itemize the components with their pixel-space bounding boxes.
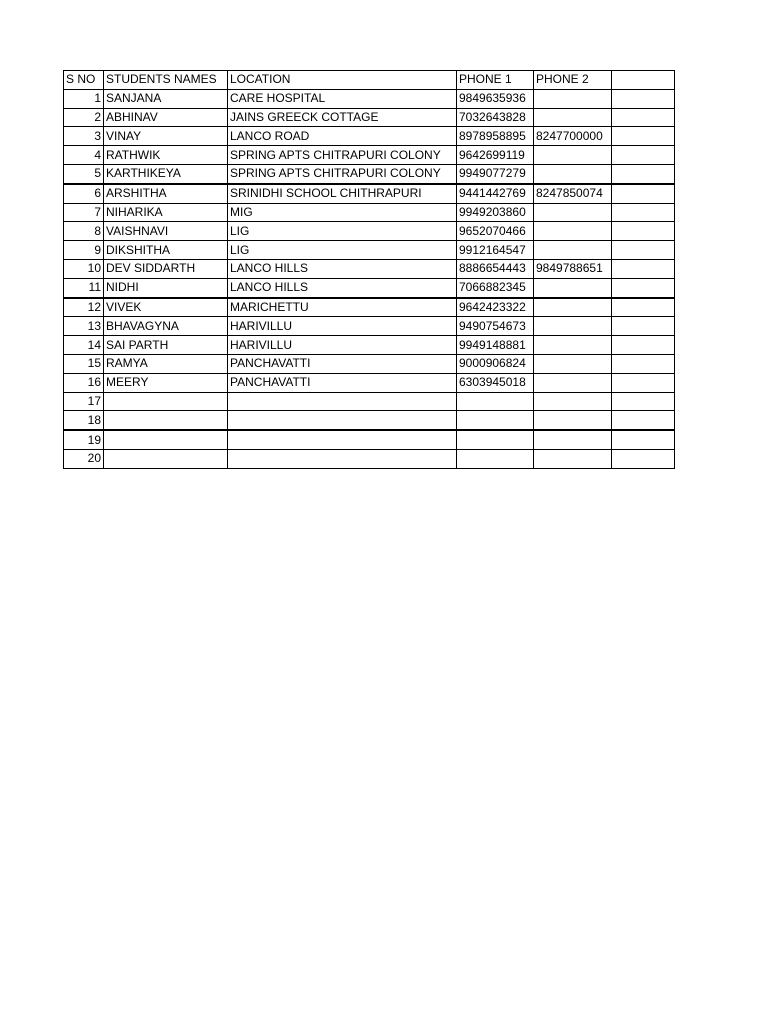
table-row (64, 259, 675, 278)
cell-sno: 10 (64, 259, 104, 278)
cell-location: MIG (228, 203, 457, 222)
cell-phone-2: 9849788651 (534, 259, 612, 278)
cell-student-name: NIDHI (104, 278, 228, 297)
cell-phone-1: 9000906824 (457, 354, 534, 373)
cell-student-name (104, 449, 228, 468)
cell-phone-2 (534, 222, 612, 241)
cell-sno: 14 (64, 336, 104, 355)
cell-empty (612, 298, 675, 317)
header-row (64, 71, 675, 90)
cell-phone-1 (457, 392, 534, 411)
cell-phone-2 (534, 146, 612, 165)
table-row (64, 298, 675, 317)
table-row (64, 449, 675, 468)
cell-phone-1: 9642423322 (457, 298, 534, 317)
cell-sno: 20 (64, 449, 104, 468)
cell-location (228, 392, 457, 411)
header-location: LOCATION (228, 71, 457, 90)
student-table (63, 70, 675, 469)
cell-sno: 8 (64, 222, 104, 241)
cell-student-name (104, 430, 228, 449)
cell-phone-2 (534, 278, 612, 297)
table-row (64, 127, 675, 146)
cell-empty (612, 411, 675, 430)
cell-phone-2 (534, 298, 612, 317)
cell-location: LIG (228, 222, 457, 241)
cell-student-name: DIKSHITHA (104, 241, 228, 260)
table-row (64, 430, 675, 449)
cell-phone-2 (534, 411, 612, 430)
cell-empty (612, 259, 675, 278)
cell-phone-2 (534, 317, 612, 336)
header-student-names: STUDENTS NAMES (104, 71, 228, 90)
cell-student-name: MEERY (104, 373, 228, 392)
cell-phone-2 (534, 430, 612, 449)
cell-phone-1: 9849635936 (457, 89, 534, 108)
cell-phone-1: 9652070466 (457, 222, 534, 241)
cell-phone-2 (534, 108, 612, 127)
cell-empty (612, 449, 675, 468)
cell-sno: 4 (64, 146, 104, 165)
table-row (64, 241, 675, 260)
cell-location: LIG (228, 241, 457, 260)
cell-student-name: VINAY (104, 127, 228, 146)
cell-location: MARICHETTU (228, 298, 457, 317)
cell-phone-2 (534, 241, 612, 260)
cell-student-name: SANJANA (104, 89, 228, 108)
cell-phone-1: 6303945018 (457, 373, 534, 392)
cell-student-name: RATHWIK (104, 146, 228, 165)
cell-location: CARE HOSPITAL (228, 89, 457, 108)
table-row (64, 203, 675, 222)
cell-sno: 19 (64, 430, 104, 449)
table-row (64, 392, 675, 411)
cell-location: SPRING APTS CHITRAPURI COLONY (228, 146, 457, 165)
cell-phone-1: 9441442769 (457, 184, 534, 203)
cell-location: PANCHAVATTI (228, 354, 457, 373)
cell-location: HARIVILLU (228, 336, 457, 355)
cell-sno: 15 (64, 354, 104, 373)
cell-empty (612, 430, 675, 449)
cell-phone-2: 8247850074 (534, 184, 612, 203)
cell-phone-1: 8886654443 (457, 259, 534, 278)
cell-empty (612, 203, 675, 222)
cell-location: HARIVILLU (228, 317, 457, 336)
cell-phone-2 (534, 336, 612, 355)
cell-empty (612, 317, 675, 336)
cell-sno: 17 (64, 392, 104, 411)
table-row (64, 222, 675, 241)
cell-empty (612, 241, 675, 260)
table-row (64, 164, 675, 183)
cell-phone-1 (457, 449, 534, 468)
cell-sno: 7 (64, 203, 104, 222)
cell-phone-2 (534, 203, 612, 222)
cell-phone-2 (534, 392, 612, 411)
table-row (64, 317, 675, 336)
cell-phone-1: 9949203860 (457, 203, 534, 222)
cell-phone-1: 7032643828 (457, 108, 534, 127)
table-row (64, 184, 675, 203)
cell-location: SRINIDHI SCHOOL CHITHRAPURI (228, 184, 457, 203)
cell-sno: 13 (64, 317, 104, 336)
cell-empty (612, 146, 675, 165)
cell-student-name: ABHINAV (104, 108, 228, 127)
table-row (64, 146, 675, 165)
cell-sno: 9 (64, 241, 104, 260)
cell-empty (612, 336, 675, 355)
cell-phone-1: 9949077279 (457, 164, 534, 183)
cell-student-name: RAMYA (104, 354, 228, 373)
cell-student-name: ARSHITHA (104, 184, 228, 203)
cell-phone-2 (534, 373, 612, 392)
cell-location: SPRING APTS CHITRAPURI COLONY (228, 164, 457, 183)
cell-empty (612, 392, 675, 411)
cell-phone-1: 8978958895 (457, 127, 534, 146)
cell-student-name: SAI PARTH (104, 336, 228, 355)
cell-empty (612, 278, 675, 297)
cell-empty (612, 184, 675, 203)
table-row (64, 108, 675, 127)
cell-sno: 12 (64, 298, 104, 317)
cell-student-name (104, 411, 228, 430)
cell-student-name: KARTHIKEYA (104, 164, 228, 183)
cell-sno: 16 (64, 373, 104, 392)
header-sno: S NO (64, 71, 104, 90)
cell-phone-2 (534, 449, 612, 468)
cell-phone-1: 9490754673 (457, 317, 534, 336)
cell-empty (612, 127, 675, 146)
cell-empty (612, 89, 675, 108)
cell-sno: 11 (64, 278, 104, 297)
cell-sno: 6 (64, 184, 104, 203)
cell-empty (612, 222, 675, 241)
table-row (64, 354, 675, 373)
table-row (64, 373, 675, 392)
table-row (64, 278, 675, 297)
cell-location (228, 411, 457, 430)
student-table-body (64, 71, 675, 469)
cell-sno: 18 (64, 411, 104, 430)
cell-phone-1: 9642699119 (457, 146, 534, 165)
cell-student-name: VAISHNAVI (104, 222, 228, 241)
cell-empty (612, 108, 675, 127)
cell-sno: 5 (64, 164, 104, 183)
cell-phone-1 (457, 411, 534, 430)
cell-location (228, 430, 457, 449)
header-phone-1: PHONE 1 (457, 71, 534, 90)
cell-location (228, 449, 457, 468)
cell-sno: 2 (64, 108, 104, 127)
cell-phone-2 (534, 354, 612, 373)
cell-empty (612, 354, 675, 373)
header-empty (612, 71, 675, 90)
cell-student-name (104, 392, 228, 411)
table-row (64, 336, 675, 355)
cell-location: PANCHAVATTI (228, 373, 457, 392)
cell-location: LANCO HILLS (228, 259, 457, 278)
header-phone-2: PHONE 2 (534, 71, 612, 90)
cell-student-name: DEV SIDDARTH (104, 259, 228, 278)
cell-empty (612, 373, 675, 392)
cell-location: JAINS GREECK COTTAGE (228, 108, 457, 127)
cell-phone-2: 8247700000 (534, 127, 612, 146)
cell-empty (612, 164, 675, 183)
cell-student-name: VIVEK (104, 298, 228, 317)
cell-phone-1 (457, 430, 534, 449)
cell-phone-2 (534, 164, 612, 183)
table-row (64, 89, 675, 108)
cell-student-name: NIHARIKA (104, 203, 228, 222)
cell-phone-1: 9912164547 (457, 241, 534, 260)
cell-phone-1: 7066882345 (457, 278, 534, 297)
cell-location: LANCO HILLS (228, 278, 457, 297)
cell-sno: 1 (64, 89, 104, 108)
cell-location: LANCO ROAD (228, 127, 457, 146)
table-row (64, 411, 675, 430)
cell-phone-2 (534, 89, 612, 108)
cell-phone-1: 9949148881 (457, 336, 534, 355)
cell-student-name: BHAVAGYNA (104, 317, 228, 336)
cell-sno: 3 (64, 127, 104, 146)
